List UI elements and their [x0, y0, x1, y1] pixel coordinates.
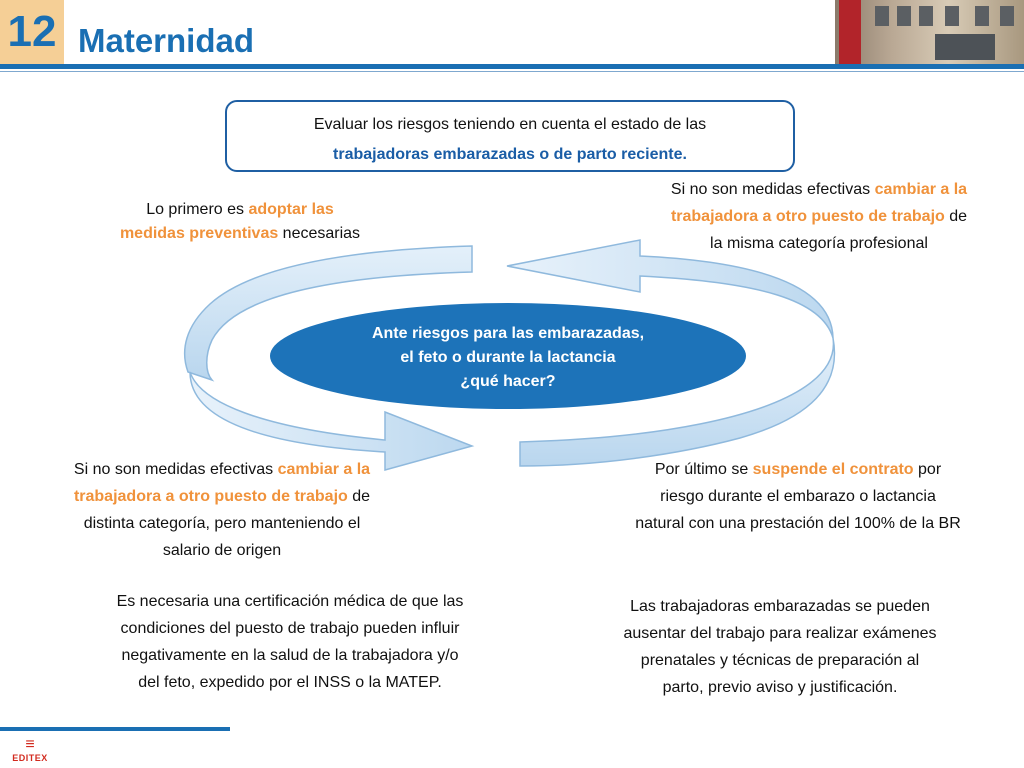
editex-logo — [8, 737, 52, 765]
editex-logo-text: EDITEX — [12, 753, 48, 763]
note-left — [70, 588, 510, 696]
top-box-line1: Evaluar los riesgos teniendo en cuenta el estado de las — [313, 116, 707, 133]
note-left-line1: Es necesaria una certificación médica de que las — [116, 593, 464, 610]
step-bottom-left — [20, 456, 424, 564]
note-left-line3: negativamente en la salud de la trabajadora y/o — [121, 647, 459, 664]
note-right-line1: Las trabajadoras embarazadas se pueden — [630, 598, 930, 615]
note-left-line2: condiciones del puesto de trabajo pueden influir — [120, 620, 460, 637]
center-line3: ¿qué hacer? — [460, 373, 556, 390]
step-tl-highlight2: medidas preventivas — [119, 225, 279, 242]
editex-logo-icon: ≡ — [25, 736, 35, 753]
note-left-line4: del feto, expedido por el INSS o la MATEP. — [138, 674, 442, 691]
footer-divider — [0, 727, 230, 731]
top-box-line2: trabajadoras embarazadas o de parto reciente. — [333, 146, 687, 163]
step-tl-highlight1: adoptar las — [248, 201, 334, 218]
step-tl-pre: Lo primero es — [146, 201, 249, 218]
step-top-right — [624, 176, 1014, 257]
chapter-number: 12 — [0, 0, 64, 64]
step-tr-post1: de — [944, 208, 968, 225]
step-bl-post1: de — [347, 488, 371, 505]
step-bl-line3: distinta categoría, pero manteniendo el — [83, 515, 361, 532]
step-br-highlight: suspende el contrato — [752, 461, 914, 478]
step-top-left — [80, 198, 400, 246]
note-right-line4: parto, previo aviso y justificación. — [662, 679, 898, 696]
note-right — [570, 593, 990, 701]
step-br-pre: Por último se — [654, 461, 753, 478]
step-tr-highlight1: cambiar a la — [874, 181, 968, 198]
step-tr-pre: Si no son medidas efectivas — [670, 181, 875, 198]
step-br-line2: riesgo durante el embarazo o lactancia — [660, 488, 936, 505]
center-question — [270, 303, 746, 409]
page-title: Maternidad — [78, 22, 255, 59]
step-bl-highlight1: cambiar a la — [277, 461, 371, 478]
step-bl-pre: Si no son medidas efectivas — [73, 461, 278, 478]
step-bl-line4: salario de origen — [162, 542, 282, 559]
center-line1: Ante riesgos para las embarazadas, — [371, 325, 645, 342]
note-right-line2: ausentar del trabajo para realizar exámenes — [623, 625, 937, 642]
center-line2: el feto o durante la lactancia — [400, 349, 616, 366]
step-br-line3: natural con una prestación del 100% de la BR — [635, 515, 961, 532]
step-tr-post2: la misma categoría profesional — [710, 235, 928, 252]
step-tr-highlight2: trabajadora a otro puesto de trabajo — [670, 208, 945, 225]
note-right-line3: prenatales y técnicas de preparación al — [640, 652, 920, 669]
step-br-post: por — [913, 461, 942, 478]
step-bl-highlight2: trabajadora a otro puesto de trabajo — [73, 488, 348, 505]
step-tl-post: necesarias — [278, 225, 361, 242]
step-bottom-right — [592, 456, 1004, 537]
